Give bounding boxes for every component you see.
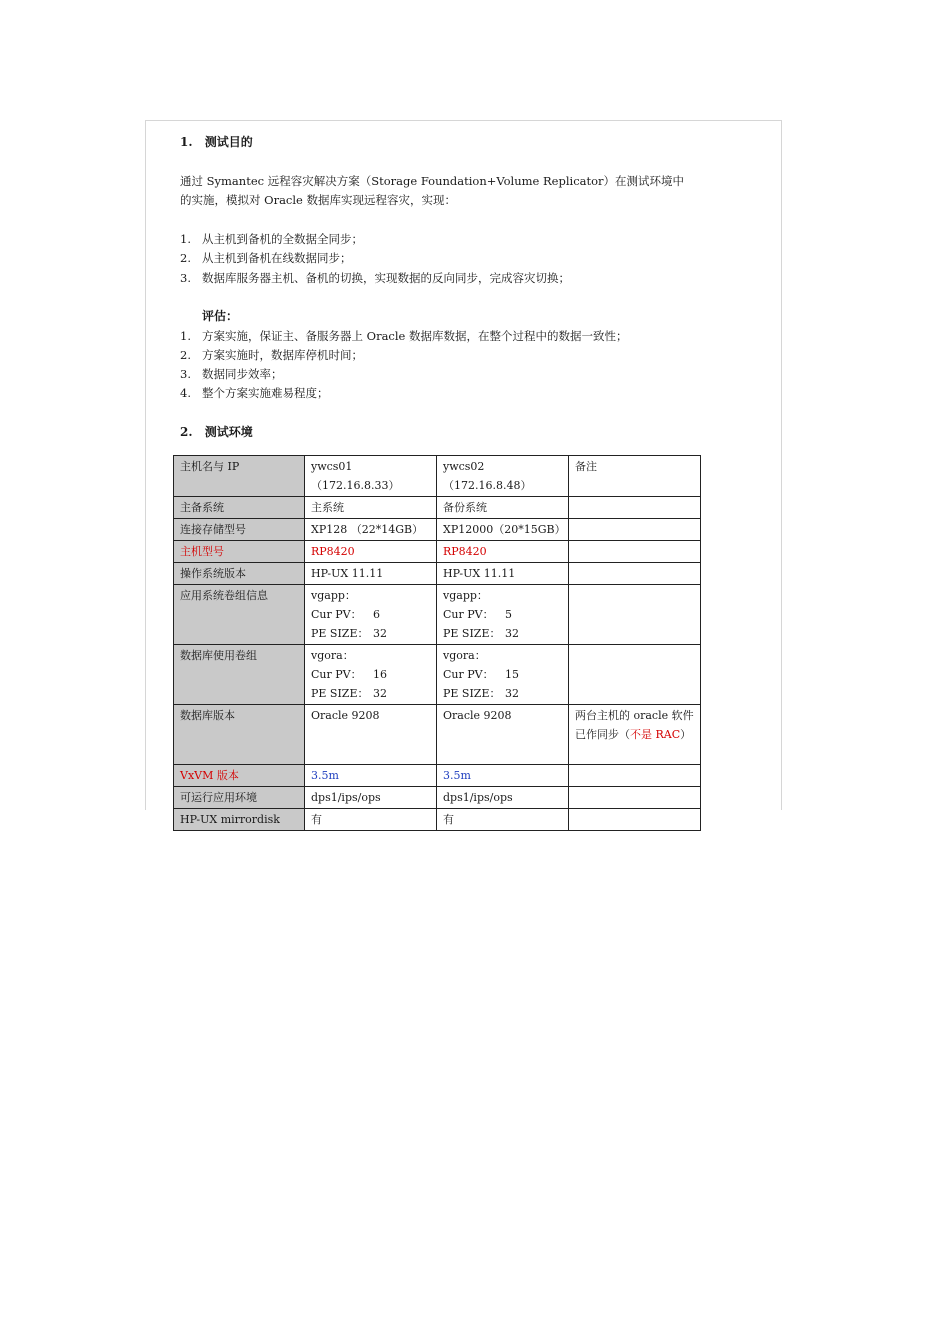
note-cell: 两台主机的 oracle 软件已作同步（不是 RAC） [569, 705, 701, 765]
host1-cell: 有 [305, 809, 437, 831]
eval-item: 2. 方案实施时，数据库停机时间； [180, 348, 363, 362]
host2-cell: HP-UX 11.11 [437, 563, 569, 585]
row-label: HP-UX mirrordisk [174, 809, 305, 831]
row-label: 应用系统卷组信息 [174, 585, 305, 645]
intro-line-2: 的实施，模拟对 Oracle 数据库实现远程容灾，实现： [180, 193, 457, 207]
note-cell [569, 809, 701, 831]
host2-cell: vgora： Cur PV： 15 PE SIZE： 32 [437, 645, 569, 705]
host2-cell: 备份系统 [437, 497, 569, 519]
host2-cell: Oracle 9208 [437, 705, 569, 765]
host1-cell: ywcs01（172.16.8.33） [305, 456, 437, 497]
table-row [174, 519, 701, 541]
section-title: 测试目的 [204, 135, 253, 149]
note-cell: 备注 [569, 456, 701, 497]
intro-line-1: 通过 Symantec 远程容灾解决方案（Storage Foundation+Volume Replicator）在测试环境中 [180, 174, 685, 188]
row-label: 主备系统 [174, 497, 305, 519]
row-label: 数据库使用卷组 [174, 645, 305, 705]
row-label: 主机型号 [174, 541, 305, 563]
note-cell [569, 765, 701, 787]
host2-cell: vgapp： Cur PV： 5 PE SIZE： 32 [437, 585, 569, 645]
row-label: VxVM 版本 [174, 765, 305, 787]
table-row [174, 497, 701, 519]
table-row [174, 787, 701, 809]
section-number: 1. [180, 135, 193, 149]
host2-cell: RP8420 [437, 541, 569, 563]
eval-item: 4. 整个方案实施难易程度； [180, 386, 329, 400]
note-cell [569, 645, 701, 705]
goal-item: 3. 数据库服务器主机、备机的切换，实现数据的反向同步，完成容灾切换； [180, 271, 570, 285]
host1-cell: HP-UX 11.11 [305, 563, 437, 585]
host2-cell: 有 [437, 809, 569, 831]
note-cell [569, 541, 701, 563]
table-row [174, 705, 701, 765]
host2-cell: dps1/ips/ops [437, 787, 569, 809]
table-row [174, 585, 701, 645]
table-row [174, 541, 701, 563]
host1-cell: Oracle 9208 [305, 705, 437, 765]
host1-cell: 主系统 [305, 497, 437, 519]
note-cell [569, 519, 701, 541]
note-cell [569, 787, 701, 809]
row-label: 主机名与 IP [174, 456, 305, 497]
host1-cell: 3.5m [305, 765, 437, 787]
eval-item: 3. 数据同步效率； [180, 367, 283, 381]
row-label: 连接存储型号 [174, 519, 305, 541]
section-title: 测试环境 [204, 425, 253, 439]
section1-heading [180, 135, 253, 149]
note-cell [569, 497, 701, 519]
row-label: 可运行应用环境 [174, 787, 305, 809]
table-row [174, 809, 701, 831]
table-row [174, 765, 701, 787]
note-cell [569, 563, 701, 585]
goal-item: 2. 从主机到备机在线数据同步； [180, 251, 352, 265]
section-number: 2. [180, 425, 193, 439]
table-row [174, 563, 701, 585]
host2-cell: XP12000（20*15GB） [437, 519, 569, 541]
environment-table [173, 455, 701, 831]
note-cell [569, 585, 701, 645]
row-label: 数据库版本 [174, 705, 305, 765]
table-row [174, 456, 701, 497]
host1-cell: XP128 （22*14GB） [305, 519, 437, 541]
host1-cell: vgora： Cur PV： 16 PE SIZE： 32 [305, 645, 437, 705]
eval-heading: 评估： [202, 309, 239, 323]
host1-cell: dps1/ips/ops [305, 787, 437, 809]
row-label: 操作系统版本 [174, 563, 305, 585]
eval-item: 1. 方案实施，保证主、备服务器上 Oracle 数据库数据，在整个过程中的数据一致性； [180, 329, 628, 343]
host2-cell: ywcs02（172.16.8.48） [437, 456, 569, 497]
section2-heading [180, 425, 253, 439]
host2-cell: 3.5m [437, 765, 569, 787]
goal-item: 1. 从主机到备机的全数据全同步； [180, 232, 363, 246]
host1-cell: RP8420 [305, 541, 437, 563]
table-row [174, 645, 701, 705]
host1-cell: vgapp： Cur PV： 6 PE SIZE： 32 [305, 585, 437, 645]
